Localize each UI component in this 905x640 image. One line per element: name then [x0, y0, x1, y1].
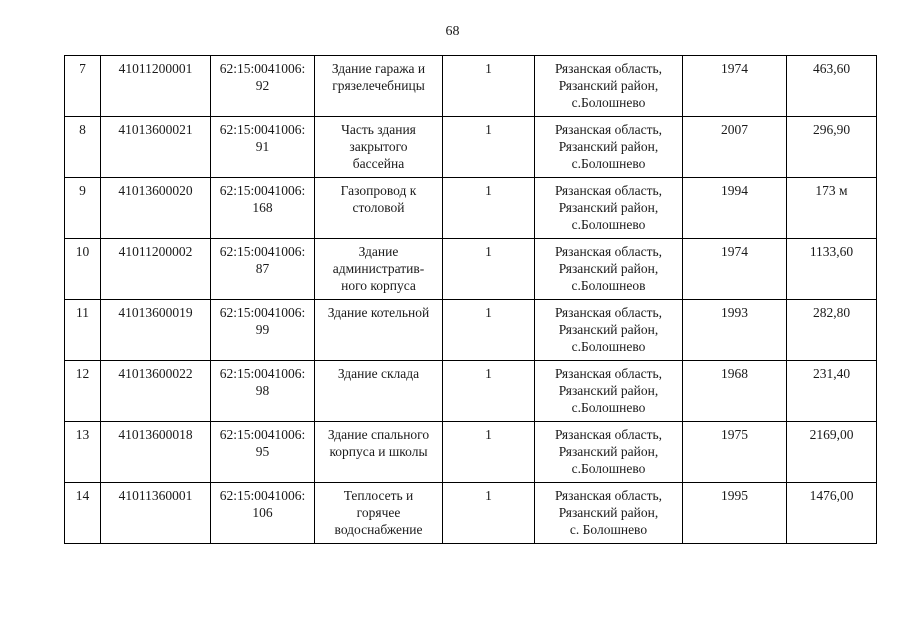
year-cell: 1974 [683, 239, 787, 300]
quantity-cell: 1 [443, 56, 535, 117]
year-cell: 1968 [683, 361, 787, 422]
address-cell: Рязанская область, Рязанский район, с.Болошнево [535, 422, 683, 483]
address-cell: Рязанская область, Рязанский район, с.Болошнево [535, 56, 683, 117]
object-name-cell: Газопровод к столовой [315, 178, 443, 239]
registry-body [65, 56, 877, 544]
address-cell: Рязанская область, Рязанский район, с.Болошнеов [535, 239, 683, 300]
quantity-cell: 1 [443, 239, 535, 300]
row-number-cell: 12 [65, 361, 101, 422]
quantity-cell: 1 [443, 300, 535, 361]
inventory-number-cell: 41011360001 [101, 483, 211, 544]
table-row [65, 483, 877, 544]
area-cell: 1476,00 [787, 483, 877, 544]
quantity-cell: 1 [443, 483, 535, 544]
row-number-cell: 8 [65, 117, 101, 178]
object-name-cell: Часть здания закрытого бассейна [315, 117, 443, 178]
cadastral-number-cell: 62:15:0041006: 87 [211, 239, 315, 300]
cadastral-number-cell: 62:15:0041006: 106 [211, 483, 315, 544]
object-name-cell: Здание гаража и грязелечебницы [315, 56, 443, 117]
cadastral-number-cell: 62:15:0041006: 99 [211, 300, 315, 361]
area-cell: 173 м [787, 178, 877, 239]
address-cell: Рязанская область, Рязанский район, с.Болошнево [535, 117, 683, 178]
area-cell: 463,60 [787, 56, 877, 117]
year-cell: 1995 [683, 483, 787, 544]
cadastral-number-cell: 62:15:0041006: 95 [211, 422, 315, 483]
quantity-cell: 1 [443, 361, 535, 422]
address-cell: Рязанская область, Рязанский район, с.Болошнево [535, 361, 683, 422]
area-cell: 2169,00 [787, 422, 877, 483]
quantity-cell: 1 [443, 117, 535, 178]
year-cell: 1993 [683, 300, 787, 361]
page-number: 68 [445, 24, 460, 39]
area-cell: 296,90 [787, 117, 877, 178]
table-row [65, 178, 877, 239]
area-cell: 282,80 [787, 300, 877, 361]
address-cell: Рязанская область, Рязанский район, с.Болошнево [535, 300, 683, 361]
address-cell: Рязанская область, Рязанский район, с. Болошнево [535, 483, 683, 544]
inventory-number-cell: 41011200002 [101, 239, 211, 300]
row-number-cell: 13 [65, 422, 101, 483]
table-row [65, 56, 877, 117]
year-cell: 1975 [683, 422, 787, 483]
quantity-cell: 1 [443, 178, 535, 239]
table-row [65, 239, 877, 300]
row-number-cell: 11 [65, 300, 101, 361]
cadastral-number-cell: 62:15:0041006: 92 [211, 56, 315, 117]
inventory-number-cell: 41013600022 [101, 361, 211, 422]
cadastral-number-cell: 62:15:0041006: 168 [211, 178, 315, 239]
table-row [65, 361, 877, 422]
year-cell: 2007 [683, 117, 787, 178]
inventory-number-cell: 41013600021 [101, 117, 211, 178]
quantity-cell: 1 [443, 422, 535, 483]
table-row [65, 117, 877, 178]
object-name-cell: Теплосеть и горячее водоснабжение [315, 483, 443, 544]
year-cell: 1994 [683, 178, 787, 239]
property-registry-table [64, 55, 877, 544]
inventory-number-cell: 41011200001 [101, 56, 211, 117]
inventory-number-cell: 41013600019 [101, 300, 211, 361]
row-number-cell: 10 [65, 239, 101, 300]
object-name-cell: Здание котельной [315, 300, 443, 361]
row-number-cell: 7 [65, 56, 101, 117]
row-number-cell: 9 [65, 178, 101, 239]
inventory-number-cell: 41013600018 [101, 422, 211, 483]
area-cell: 231,40 [787, 361, 877, 422]
area-cell: 1133,60 [787, 239, 877, 300]
cadastral-number-cell: 62:15:0041006: 91 [211, 117, 315, 178]
row-number-cell: 14 [65, 483, 101, 544]
object-name-cell: Здание спального корпуса и школы [315, 422, 443, 483]
cadastral-number-cell: 62:15:0041006: 98 [211, 361, 315, 422]
inventory-number-cell: 41013600020 [101, 178, 211, 239]
year-cell: 1974 [683, 56, 787, 117]
table-row [65, 300, 877, 361]
object-name-cell: Здание административ- ного корпуса [315, 239, 443, 300]
table-row [65, 422, 877, 483]
object-name-cell: Здание склада [315, 361, 443, 422]
address-cell: Рязанская область, Рязанский район, с.Болошнево [535, 178, 683, 239]
